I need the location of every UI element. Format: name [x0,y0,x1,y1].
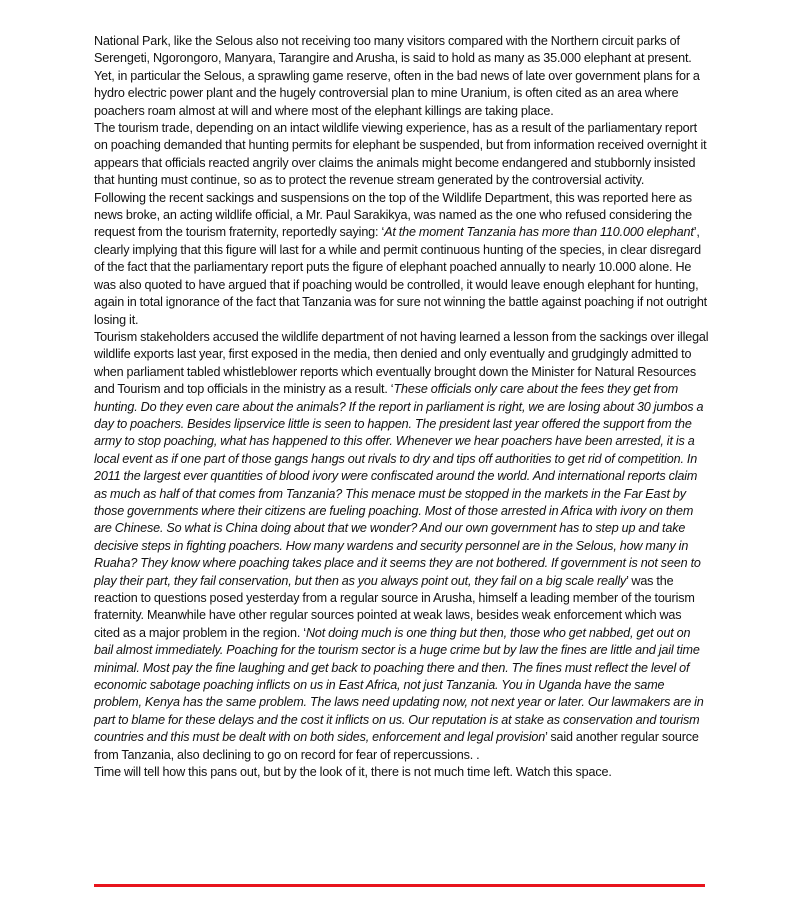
paragraph-stakeholders-text-c: ’ said another regular source from Tanzania, also declining to go on record for fear of repercussions. . [94,730,699,762]
paragraph-selous: Yet, in particular the Selous, a sprawling game reserve, often in the bad news of late over government plans for a hydro electric power plant and the hugely controversial plan to mine Uranium, is often cited as an area where poachers roam almost at will and where most of the elephant killings are taking place. [94,68,700,118]
paragraph-stakeholders-text-b: ’ was the reaction to questions posed yesterday from a regular source in Arusha, himself a leading member of the tourism fraternity. Meanwhile have other regular sources pointed at weak laws, besides weak enforcement which was cited as a major problem in the region. ‘ [94,573,695,640]
quote-elephant-count: At the moment Tanzania has more than 110.000 elephant [384,225,694,240]
quote-hunting-fees: These officials only care about the fees they get from hunting. Do they even care about the animals? If the report in parliament is right, we are losing about 30 jumbos a day to poachers. Besides lipservice little is seen to happen. The president last year offered the support from the army to stop poaching, what has happened to this offer. Whenever we hear poachers have been arrested, it is a local event as if one part of those gangs hangs out rivals to dry and tips off authorities to get rid of competition. In 2011 the largest ever quantities of blood ivory were confiscated around the world. And international reports claim as much as half of that comes from Tanzania? This menace must be stopped in the markets in the Far East by those governments where their citizens are fueling poaching. Most of those arrested in Africa with ivory on them are Chinese. So what is China doing about that we wonder? And our own government has to step up and take decisive steps in fighting poachers. How many wardens and security personnel are in the Selous, how many in Ruaha? They know where poaching takes place and it seems they are not bothered. If government is not seen to play their part, they fail conservation, but then as you always point out, they fail on a big scale really [94,382,704,588]
paragraph-sackings [94,190,709,329]
paragraph-closing: Time will tell how this pans out, but by the look of it, there is not much time left. Watch this space. [94,765,612,780]
footer-divider [94,884,705,887]
paragraph-national-park: National Park, like the Selous also not receiving too many visitors compared with the Northern circuit parks of Serengeti, Ngorongoro, Manyara, Tarangire and Arusha, is said to hold as many as 35.000 elephant at present. [94,34,692,66]
article-body [94,33,709,781]
paragraph-sackings-text-b: ’, clearly implying that this figure will last for a while and permit continuous hunting of the species, in clear disregard of the fact that the parliamentary report puts the figure of elephant poached annually to nearly 10.000 alone. He was also quoted to have argued that if poaching would be controlled, it would leave enough elephant for hunting, again in total ignorance of the fact that Tanzania was for sure not winning the battle against poaching if not outright losing it. [94,225,708,327]
quote-weak-laws: Not doing much is one thing but then, those who get nabbed, get out on bail almost immediately. Poaching for the tourism sector is a huge crime but by law the fines are little and jail time minimal. Most pay the fine laughing and get back to poaching there and then. The fines must reflect the level of economic sabotage poaching inflicts on us in East Africa, not just Tanzania. You in Uganda have the same problem, Kenya has the same problem. The laws need updating now, not next year or later. Our lawmakers are in part to blame for these delays and the cost it inflicts on us. Our reputation is at stake as conservation and tourism countries and this must be dealt with on both sides, enforcement and legal provision [94,625,704,745]
paragraph-tourism-trade: The tourism trade, depending on an intact wildlife viewing experience, has as a result of the parliamentary report on poaching demanded that hunting permits for elephant be suspended, but from information received overnight it appears that officials reacted angrily over claims the animals might become endangered and stubbornly insisted that hunting must continue, so as to protect the revenue stream generated by the controversial activity. [94,121,707,188]
paragraph-stakeholders-text-a: Tourism stakeholders accused the wildlife department of not having learned a lesson from the sackings over illegal wildlife exports last year, first exposed in the media, then denied and only eventually and grudgingly admitted to when parliament tabled whistleblower reports which eventually brought down the Minister for Natural Resources and Tourism and top officials in the ministry as a result. ‘ [94,329,709,397]
paragraph-sackings-text-a: Following the recent sackings and suspensions on the top of the Wildlife Department, this was reported here as news broke, an acting wildlife official, a Mr. Paul Sarakikya, was named as the one who refused considering the request from the tourism fraternity, reportedly saying: ‘ [94,190,692,240]
paragraph-stakeholders [94,329,709,764]
